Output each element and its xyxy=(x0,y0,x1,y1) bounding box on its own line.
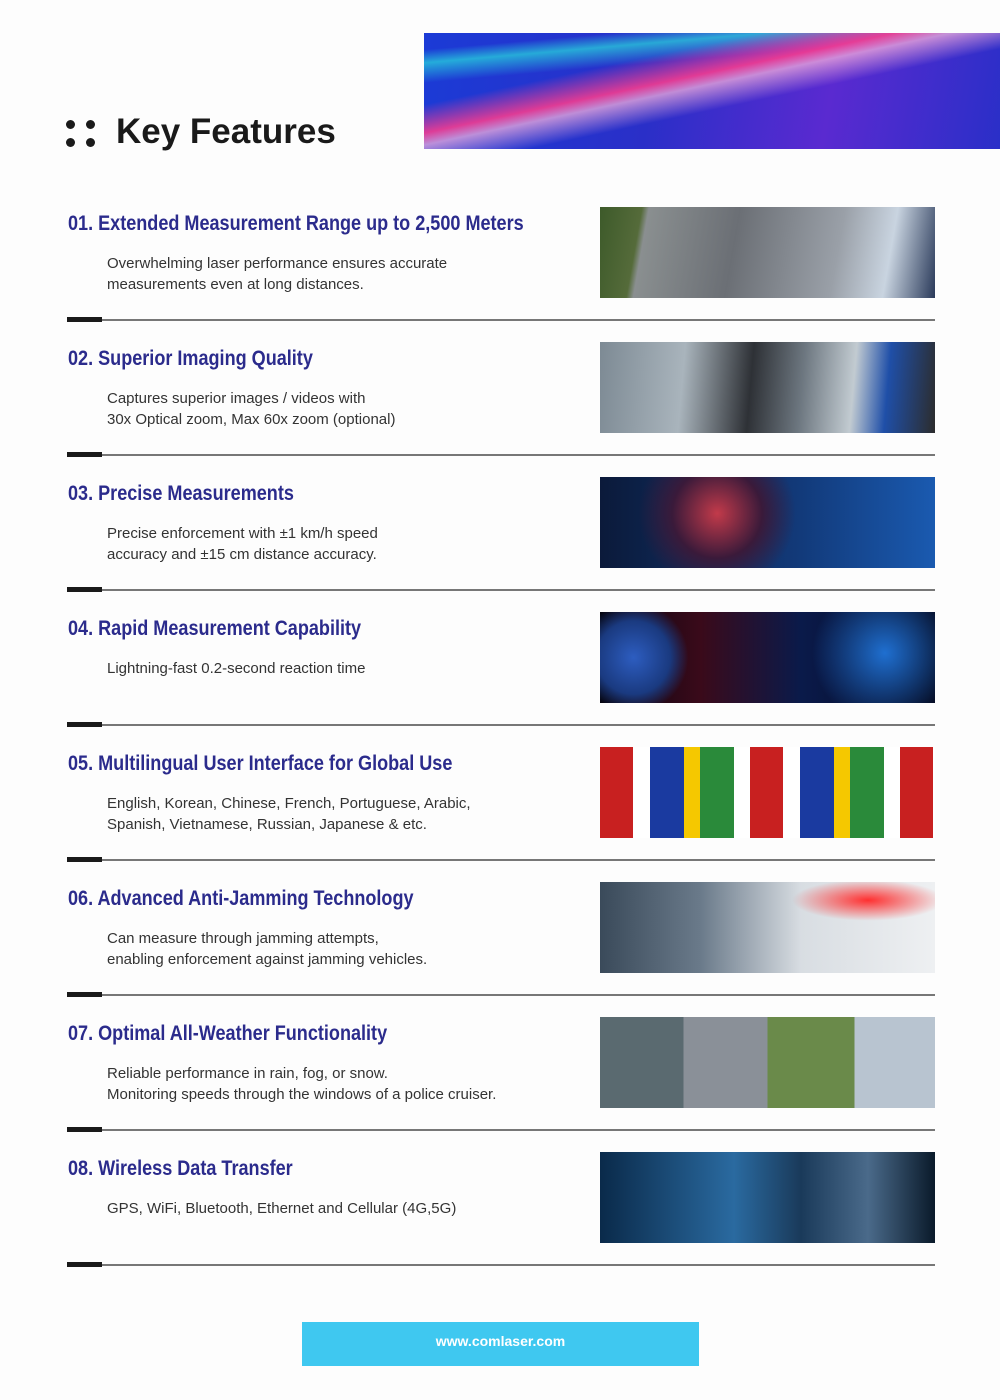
website-link[interactable]: www.comlaser.com xyxy=(302,1322,699,1366)
feature-description-line: Captures superior images / videos with xyxy=(107,390,366,407)
header-banner-image xyxy=(424,33,1000,149)
feature-item xyxy=(0,605,1000,740)
divider xyxy=(67,859,935,861)
feature-description-line: Lightning-fast 0.2-second reaction time xyxy=(107,660,366,677)
feature-title: 08. Wireless Data Transfer xyxy=(68,1157,293,1180)
divider xyxy=(67,1264,935,1266)
feature-description-line: Can measure through jamming attempts, xyxy=(107,930,379,947)
dots-icon xyxy=(66,120,98,150)
feature-title: 06. Advanced Anti-Jamming Technology xyxy=(68,887,414,910)
feature-description-line: enabling enforcement against jamming vehicles. xyxy=(107,951,428,968)
feature-description-line: GPS, WiFi, Bluetooth, Ethernet and Cellular (4G,5G) xyxy=(107,1200,457,1217)
divider xyxy=(67,589,935,591)
feature-title: 02. Superior Imaging Quality xyxy=(68,347,313,370)
feature-image xyxy=(600,1017,935,1108)
feature-description-line: accuracy and ±15 cm distance accuracy. xyxy=(107,546,377,563)
feature-description-line: Reliable performance in rain, fog, or snow. xyxy=(107,1065,388,1082)
feature-item xyxy=(0,1145,1000,1280)
feature-description-line: Monitoring speeds through the windows of a police cruiser. xyxy=(107,1086,497,1103)
feature-description xyxy=(107,1198,577,1219)
feature-description xyxy=(107,523,577,565)
feature-item xyxy=(0,470,1000,605)
feature-description-line: Precise enforcement with ±1 km/h speed xyxy=(107,525,378,542)
feature-description-line: 30x Optical zoom, Max 60x zoom (optional) xyxy=(107,411,396,428)
feature-description xyxy=(107,1063,577,1105)
feature-image xyxy=(600,1152,935,1243)
divider xyxy=(67,994,935,996)
divider xyxy=(67,1129,935,1131)
feature-item xyxy=(0,875,1000,1010)
feature-item xyxy=(0,200,1000,335)
feature-title: 05. Multilingual User Interface for Global Use xyxy=(68,752,453,775)
feature-description xyxy=(107,253,577,295)
feature-description xyxy=(107,928,577,970)
feature-description xyxy=(107,388,577,430)
feature-title: 01. Extended Measurement Range up to 2,500 Meters xyxy=(68,212,524,235)
page-title: Key Features xyxy=(116,112,336,151)
feature-description-line: Spanish, Vietnamese, Russian, Japanese & etc. xyxy=(107,816,427,833)
feature-image xyxy=(600,342,935,433)
feature-item xyxy=(0,740,1000,875)
feature-description xyxy=(107,793,577,835)
divider xyxy=(67,454,935,456)
feature-image xyxy=(600,747,935,838)
feature-image xyxy=(600,207,935,298)
feature-image xyxy=(600,882,935,973)
feature-title: 04. Rapid Measurement Capability xyxy=(68,617,362,640)
feature-description-line: English, Korean, Chinese, French, Portuguese, Arabic, xyxy=(107,795,471,812)
divider xyxy=(67,319,935,321)
feature-title: 03. Precise Measurements xyxy=(68,482,294,505)
divider xyxy=(67,724,935,726)
feature-image xyxy=(600,477,935,568)
feature-description-line: Overwhelming laser performance ensures accurate xyxy=(107,255,448,272)
feature-description xyxy=(107,658,577,679)
feature-description-line: measurements even at long distances. xyxy=(107,276,364,293)
feature-title: 07. Optimal All-Weather Functionality xyxy=(68,1022,388,1045)
feature-item xyxy=(0,1010,1000,1145)
feature-item xyxy=(0,335,1000,470)
feature-image xyxy=(600,612,935,703)
